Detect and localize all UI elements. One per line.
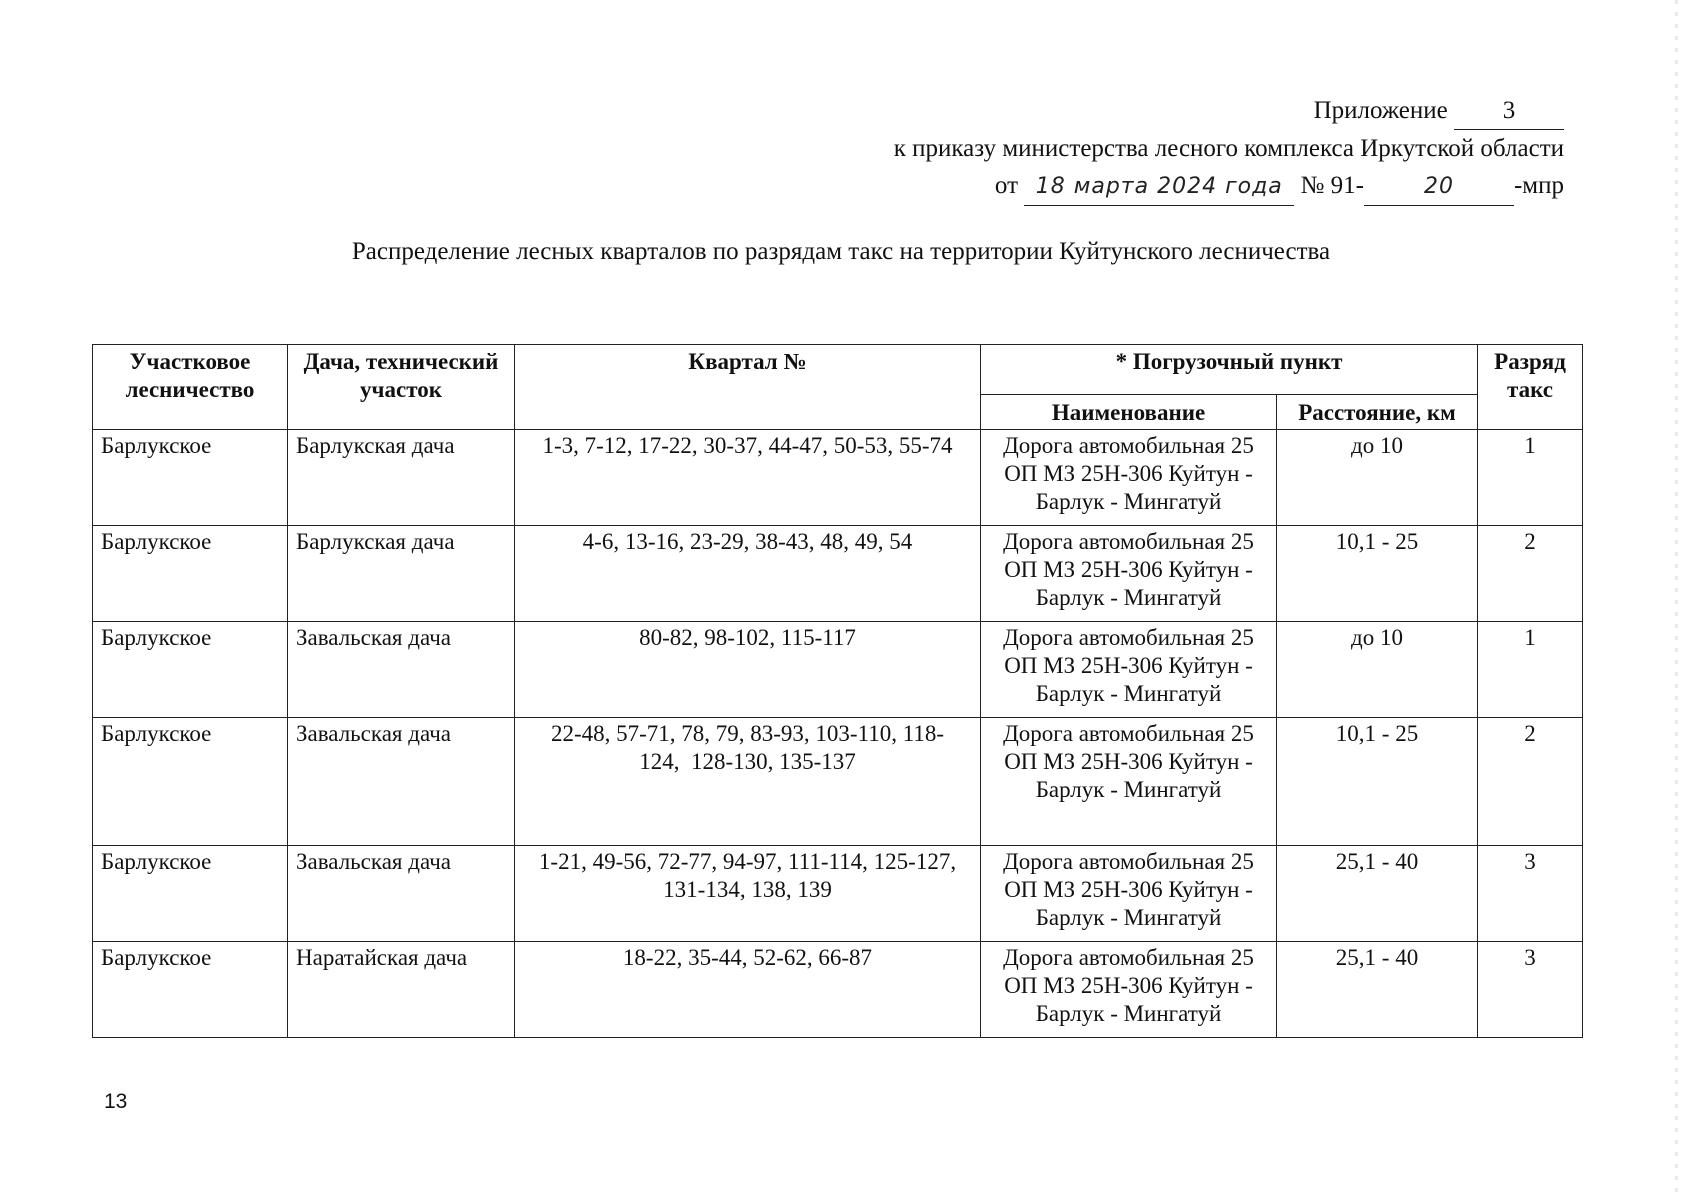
order-number-suffix: -мпр (1513, 172, 1564, 199)
quarters-line: 124, 128-130, 135-137 (639, 749, 856, 774)
appendix-line (664, 92, 1564, 130)
date-prefix: от (994, 172, 1019, 199)
cell-loading-point (981, 942, 1277, 1038)
cell-rank: 1 (1478, 430, 1583, 526)
cell-quarters (515, 846, 981, 942)
appendix-label: Приложение (1313, 97, 1448, 124)
point-line: Барлук - Мингатуй (1035, 777, 1222, 802)
table-row (93, 430, 1583, 526)
cell-distance: до 10 (1277, 430, 1478, 526)
table-row (93, 718, 1583, 846)
point-line: Дорога автомобильная 25 (1003, 721, 1254, 746)
quarters-line: 22-48, 57-71, 78, 79, 83-93, 103-110, 118- (550, 721, 945, 746)
header-rank: Разряд такс (1478, 345, 1583, 430)
point-line: ОП МЗ 25Н-306 Куйтун - (1004, 557, 1253, 582)
cell-quarters: 18-22, 35-44, 52-62, 66-87 (515, 942, 981, 1038)
point-line: Дорога автомобильная 25 (1003, 433, 1254, 458)
header-forestry: Участковое лесничество (93, 345, 288, 430)
point-line: Барлук - Мингатуй (1035, 585, 1222, 610)
order-number-prefix: № 91- (1300, 172, 1364, 199)
cell-loading-point (981, 846, 1277, 942)
scan-edge-artifact (1675, 0, 1678, 1200)
cell-dacha: Наратайская дача (288, 942, 515, 1038)
point-line: Барлук - Мингатуй (1035, 681, 1222, 706)
cell-loading-point (981, 622, 1277, 718)
point-line: ОП МЗ 25Н-306 Куйтун - (1004, 461, 1253, 486)
header-point-name: Наименование (981, 395, 1277, 430)
point-line: Барлук - Мингатуй (1035, 1001, 1222, 1026)
cell-forestry: Барлукское (93, 718, 288, 846)
cell-dacha: Завальская дача (288, 622, 515, 718)
cell-dacha: Завальская дача (288, 718, 515, 846)
point-line: Дорога автомобильная 25 (1003, 529, 1254, 554)
cell-quarters (515, 718, 981, 846)
point-line: Барлук - Мингатуй (1035, 905, 1222, 930)
table-row (93, 846, 1583, 942)
forest-quarters-table (92, 344, 1583, 1038)
table-row (93, 942, 1583, 1038)
point-line: Дорога автомобильная 25 (1003, 945, 1254, 970)
point-line: Дорога автомобильная 25 (1003, 849, 1254, 874)
cell-loading-point (981, 718, 1277, 846)
cell-quarters: 4-6, 13-16, 23-29, 38-43, 48, 49, 54 (515, 526, 981, 622)
handwritten-date: 18 марта 2024 года (1024, 168, 1294, 206)
cell-forestry: Барлукское (93, 622, 288, 718)
cell-dacha: Завальская дача (288, 846, 515, 942)
header-quarter: Квартал № (515, 345, 981, 430)
table-row (93, 526, 1583, 622)
cell-rank: 1 (1478, 622, 1583, 718)
header-row (93, 345, 1583, 395)
document-title: Распределение лесных кварталов по разрядам такс на территории Куйтунского лесничества (351, 238, 1331, 265)
page-number: 13 (104, 1090, 128, 1113)
point-line: ОП МЗ 25Н-306 Куйтун - (1004, 653, 1253, 678)
cell-rank: 3 (1478, 942, 1583, 1038)
point-line: ОП МЗ 25Н-306 Куйтун - (1004, 749, 1253, 774)
cell-loading-point (981, 526, 1277, 622)
quarters-line: 1-21, 49-56, 72-77, 94-97, 111-114, 125-127, (538, 849, 957, 874)
cell-forestry: Барлукское (93, 846, 288, 942)
point-line: ОП МЗ 25Н-306 Куйтун - (1004, 973, 1253, 998)
cell-distance: до 10 (1277, 622, 1478, 718)
cell-forestry: Барлукское (93, 942, 288, 1038)
cell-quarters: 80-82, 98-102, 115-117 (515, 622, 981, 718)
handwritten-order-number: 20 (1364, 168, 1514, 206)
cell-distance: 25,1 - 40 (1277, 942, 1478, 1038)
cell-forestry: Барлукское (93, 526, 288, 622)
cell-quarters: 1-3, 7-12, 17-22, 30-37, 44-47, 50-53, 55-74 (515, 430, 981, 526)
point-line: Дорога автомобильная 25 (1003, 625, 1254, 650)
order-date-line (664, 167, 1564, 206)
cell-rank: 2 (1478, 718, 1583, 846)
cell-dacha: Барлукская дача (288, 526, 515, 622)
header-dacha: Дача, технический участок (288, 345, 515, 430)
cell-loading-point (981, 430, 1277, 526)
cell-distance: 10,1 - 25 (1277, 526, 1478, 622)
cell-distance: 10,1 - 25 (1277, 718, 1478, 846)
appendix-number: 3 (1454, 92, 1564, 130)
header-loading-point: * Погрузочный пункт (981, 345, 1478, 395)
quarters-line: 131-134, 138, 139 (663, 877, 832, 902)
cell-rank: 3 (1478, 846, 1583, 942)
cell-dacha: Барлукская дача (288, 430, 515, 526)
table-row (93, 622, 1583, 718)
appendix-header (664, 92, 1564, 206)
header-distance: Расстояние, км (1277, 395, 1478, 430)
point-line: Барлук - Мингатуй (1035, 489, 1222, 514)
order-reference-line: к приказу министерства лесного комплекса Иркутской области (893, 135, 1564, 162)
cell-distance: 25,1 - 40 (1277, 846, 1478, 942)
point-line: ОП МЗ 25Н-306 Куйтун - (1004, 877, 1253, 902)
cell-rank: 2 (1478, 526, 1583, 622)
cell-forestry: Барлукское (93, 430, 288, 526)
